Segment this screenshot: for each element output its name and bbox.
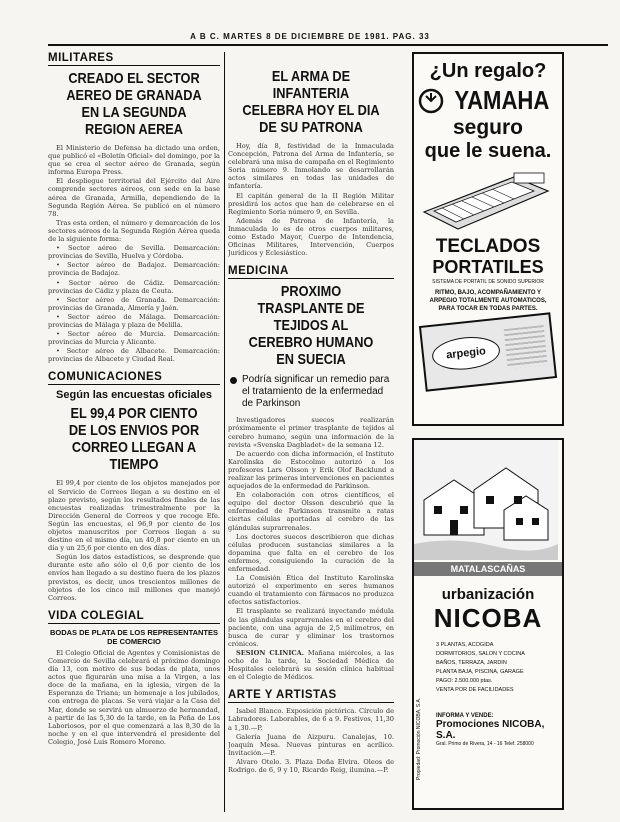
- feature-item: DORMITORIOS, SALON Y COCINA: [436, 651, 525, 657]
- paragraph: • Sector aéreo de Murcia. Demarcación: provincias de Murcia y Alicante.: [48, 330, 220, 347]
- paragraph: [228, 649, 394, 681]
- paragraph: El Ministerio de Defensa ha dictado una orden, que publicó el «Boletín Oficial» del domingo, por la que se crea el sector aéreo de Granada, según informa Europa Press.: [48, 144, 220, 177]
- headline-infanteria: EL ARMA DE INFANTERIA CELEBRA HOY EL DIA DE SU PATRONA: [242, 68, 380, 136]
- ad-slogan-2: que le suena.: [424, 140, 552, 162]
- paragraph: Investigadores suecos realizarán próximamente el primer trasplante de tejidos al cerebro humano, según una información de la revista «Svenska Dagbladet» de la semana 12.: [228, 416, 394, 449]
- headline-bodas: BODAS DE PLATA DE LOS REPRESENTANTES DE COMERCIO: [49, 627, 219, 646]
- paragraph: • Sector aéreo de Cádiz. Demarcación: provincias de Cádiz y plaza de Ceuta.: [48, 278, 220, 295]
- paragraph: En colaboración con otros científicos, el equipo del doctor Olsson descubrió que la enfermedad de Parkinson transmite a ratas ciertas células aportadas al cerebro de las glándulas suprarrenales.: [228, 491, 394, 532]
- paragraph: Además de Patrona de Infantería, la Inmaculada lo es de otros cuerpos militares, como Estado Mayor, Cuerpo de Intendencia, Oficinas Militares, Intervención, Cuerpos Jurídicos y Eclesiástico.: [228, 216, 394, 258]
- feature-item: PAGO: 2.500.000 ptas.: [436, 678, 493, 684]
- paragraph: • Sector aéreo de Badajoz. Demarcación: provincia de Badajoz.: [48, 261, 220, 278]
- brand-name: YAMAHA: [454, 85, 550, 115]
- paragraph: De acuerdo con dicha información, el Instituto Karolinska de Estocolmo autorizó a los profesores Lars Olsson y Erik Olof Backlund a realizar las primeras intervenciones en pacientes aquejados de la enfermedad de Parkinson.: [228, 449, 394, 491]
- footer-address: Gral. Primo de Rivera, 14 - 16 Telef. 258000: [436, 741, 534, 747]
- nicoba-ad: [412, 438, 564, 810]
- article-correos: [48, 479, 220, 601]
- paragraph: Tras esta orden, el número y demarcación de los sectores aéreos de la Segunda Región Aérea queda de la siguiente forma:: [48, 218, 220, 244]
- paragraph: El trasplante se realizará inyectando médula de las glándulas suprarrenales en el cerebro del paciente, con una aguja de 2,5 milímetros, en busca de curar y eliminar los trastornos crónicos.: [228, 607, 394, 648]
- paragraph: La Comisión Ética del Instituto Karolinska autorizó el experimento en seres humanos cuando el tratamiento con fármacos no produzca efectos satisfactorios.: [228, 574, 394, 607]
- ad-slogan-1: seguro: [452, 116, 523, 139]
- section-comunicaciones: COMUNICACIONES: [48, 371, 220, 385]
- article-granada: [48, 144, 220, 363]
- arpegio-label: arpegio: [445, 345, 487, 362]
- clinica-title: SESION CLINICA.: [236, 648, 305, 657]
- column-left: [48, 52, 220, 822]
- matalascanas-strip: MATALASCAÑAS: [414, 562, 562, 576]
- ad-sub-1: SISTEMA DE PORTATIL DE SONIDO SUPERIOR: [432, 279, 544, 285]
- paragraph: El capitán general de la II Región Militar presidirá los actos que han de celebrarse en el Regimiento Soria número 9, en Sevilla.: [228, 191, 394, 216]
- ad-tagline: ¿Un regalo?: [429, 60, 547, 82]
- feature-item: BAÑOS, TERRAZA, JARDIN: [436, 660, 507, 666]
- arpegio-card: [419, 312, 557, 391]
- paragraph: • Sector aéreo de Granada. Demarcación: provincias de Granada, Almería y Jaén.: [48, 295, 220, 312]
- features-list: [436, 641, 556, 695]
- arpegio-disc: [431, 334, 502, 373]
- section-militares: MILITARES: [48, 52, 220, 66]
- paragraph: Los doctores suecos describieron que dichas células producen sustancias similares a la dopamina que falta en el cerebro de los enfermos, consiguiendo la curación de la enfermedad.: [228, 532, 394, 573]
- feature-item: VENTA POR DE FACILIDADES: [436, 687, 514, 693]
- subhead-encuestas: Según las encuestas oficiales: [56, 389, 212, 402]
- header-rule: [48, 44, 608, 46]
- ad-title-urbanizacion: urbanización: [441, 586, 535, 603]
- houses-illustration: [414, 440, 558, 560]
- footer-company: Promociones NICOBA, S.A.: [436, 719, 545, 741]
- section-vida-colegial: VIDA COLEGIAL: [48, 610, 220, 624]
- page-header: A B C. MARTES 8 DE DICIEMBRE DE 1981. PAG. 33: [190, 32, 430, 41]
- paragraph: Galería Juana de Aizpuru. Canalejas, 10. Joaquín Mesa. Nuevas pinturas en acrílico. Invitación.—P.: [228, 732, 394, 757]
- article-bodas: [48, 649, 220, 746]
- paragraph: Isabel Blanco. Exposición pictórica. Círculo de Labradores. Laborables, de 6 a 9. Festivos, 11,30 a 1,30.—P.: [228, 707, 394, 732]
- footer-informa: INFORMA Y VENDE:: [436, 713, 494, 719]
- paragraph: • Sector aéreo de Albacete. Demarcación: provincias de Albacete y Ciudad Real.: [48, 347, 220, 364]
- arpegio-lines: [504, 325, 548, 369]
- article-trasplante: [228, 416, 394, 681]
- side-vertical-text: Propiedad: Promoción NICOBA, S.A.: [416, 697, 422, 780]
- yamaha-ad: [412, 52, 564, 426]
- paragraph: Según los datos estadísticos, se desprende que durante este año sólo el 0,6 por ciento de los envíos han llegado a su destino fuera de los plazos previstos, es decir, unos trescientos millones de objetos de los cinco mil millones que manejó Correos.: [48, 553, 220, 602]
- column-middle: [228, 52, 394, 822]
- yamaha-logo: [414, 85, 562, 116]
- column-divider: [224, 52, 225, 812]
- article-arte: [228, 707, 394, 774]
- feature-item: PLANTA BAJA, PISCINA, GARAGE: [436, 669, 524, 675]
- ad-sub-2: RITMO, BAJO, ACOMPAÑAMIENTO Y ARPEGIO TOTALMENTE AUTOMATICOS, PARA TOCAR EN TODAS PARTES.: [429, 290, 547, 312]
- ad-title-1: TECLADOS: [435, 236, 541, 257]
- paragraph: • Sector aéreo de Sevilla. Demarcación: provincias de Sevilla, Huelva y Córdoba.: [48, 244, 220, 261]
- yamaha-tuning-fork-icon: [418, 88, 444, 114]
- paragraph: Alvaro Otelo. 3. Plaza Doña Elvira. Oleos de Rodrigo. de 6, 9 y 10, Ricardo Reig, ilumina.—P.: [228, 757, 394, 774]
- clinica-body: Mañana miércoles, a las ocho de la tarde, la Sociedad Médica de Hospitales celebrará su sesión clínica habitual en el Colegio de Médicos.: [228, 648, 394, 682]
- feature-item: 3 PLANTAS, ACOGIDA: [436, 642, 494, 648]
- paragraph: El despliegue territorial del Ejército del Aire comprende sectores aéreos, con sede en la base aérea de Granada, Armilla, dependiendo de la Segunda Región Aérea. Se publicó en el número 78.: [48, 177, 220, 218]
- paragraph: El 99,4 por ciento de los objetos manejados por el Servicio de Correos llegan a su destino en el plazo previsto, según los resultados finales de las encuestas realizadas trimestralmente por la Dirección General de Correos y que recoge Efe. Según las encuestas, el 96,9 por ciento de los objetos manuscritos por Correos llegan a su destino en el mismo día, un 40,8 por ciento en un día y un 25,6 por ciento en dos días.: [48, 479, 220, 553]
- ad-title-nicoba: NICOBA: [433, 603, 543, 633]
- bullet-parkinson: Podría significar un remedio para el tratamiento de la enfermedad de Parkinson: [228, 374, 394, 410]
- paragraph: • Sector aéreo de Málaga. Demarcación: provincias de Málaga y plaza de Melilla.: [48, 312, 220, 329]
- paragraph: Hoy, día 8, festividad de la Inmaculada Concepción, Patrona del Arma de Infantería, se celebrará una misa de campaña en el Regimiento Soria número 9. Inmolando se desarrollarán actos similares en todas las unidades de infantería.: [228, 142, 394, 191]
- headline-granada: CREADO EL SECTOR AEREO DE GRANADA EN LA SEGUNDA REGION AEREA: [66, 70, 202, 138]
- headline-trasplante: PROXIMO TRASPLANTE DE TEJIDOS AL CEREBRO HUMANO EN SUECIA: [248, 283, 374, 369]
- article-infanteria: [228, 142, 394, 257]
- section-medicina: MEDICINA: [228, 265, 394, 279]
- section-arte: ARTE Y ARTISTAS: [228, 689, 394, 703]
- ad-title-2: PORTATILES: [432, 257, 544, 277]
- keyboard-illustration: [414, 167, 558, 237]
- headline-correos: EL 99,4 POR CIENTO DE LOS ENVIOS POR CORREO LLEGAN A TIEMPO: [68, 405, 200, 474]
- paragraph: El Colegio Oficial de Agentes y Comisionistas de Comercio de Sevilla celebrará el próximo domingo día 13, con motivo de sus bodas de plata, unos actos que figurarán una misa a la Virgen, a las doce de la mañana, en la iglesia, virgen de la Esperanza de Triana; un homenaje a los jubilados, con entrega de placas. Se verá viajar a la Casa del Mar, donde se servirá un almuerzo de hermandad, a partir de las 5,30 de la tarde, en la Peña de Los Laboriosos, por el que comenzará a las 8,30 de la noche y en el que intervendrá el presidente del Colegio, José Luis Romero Moreno.: [48, 648, 220, 746]
